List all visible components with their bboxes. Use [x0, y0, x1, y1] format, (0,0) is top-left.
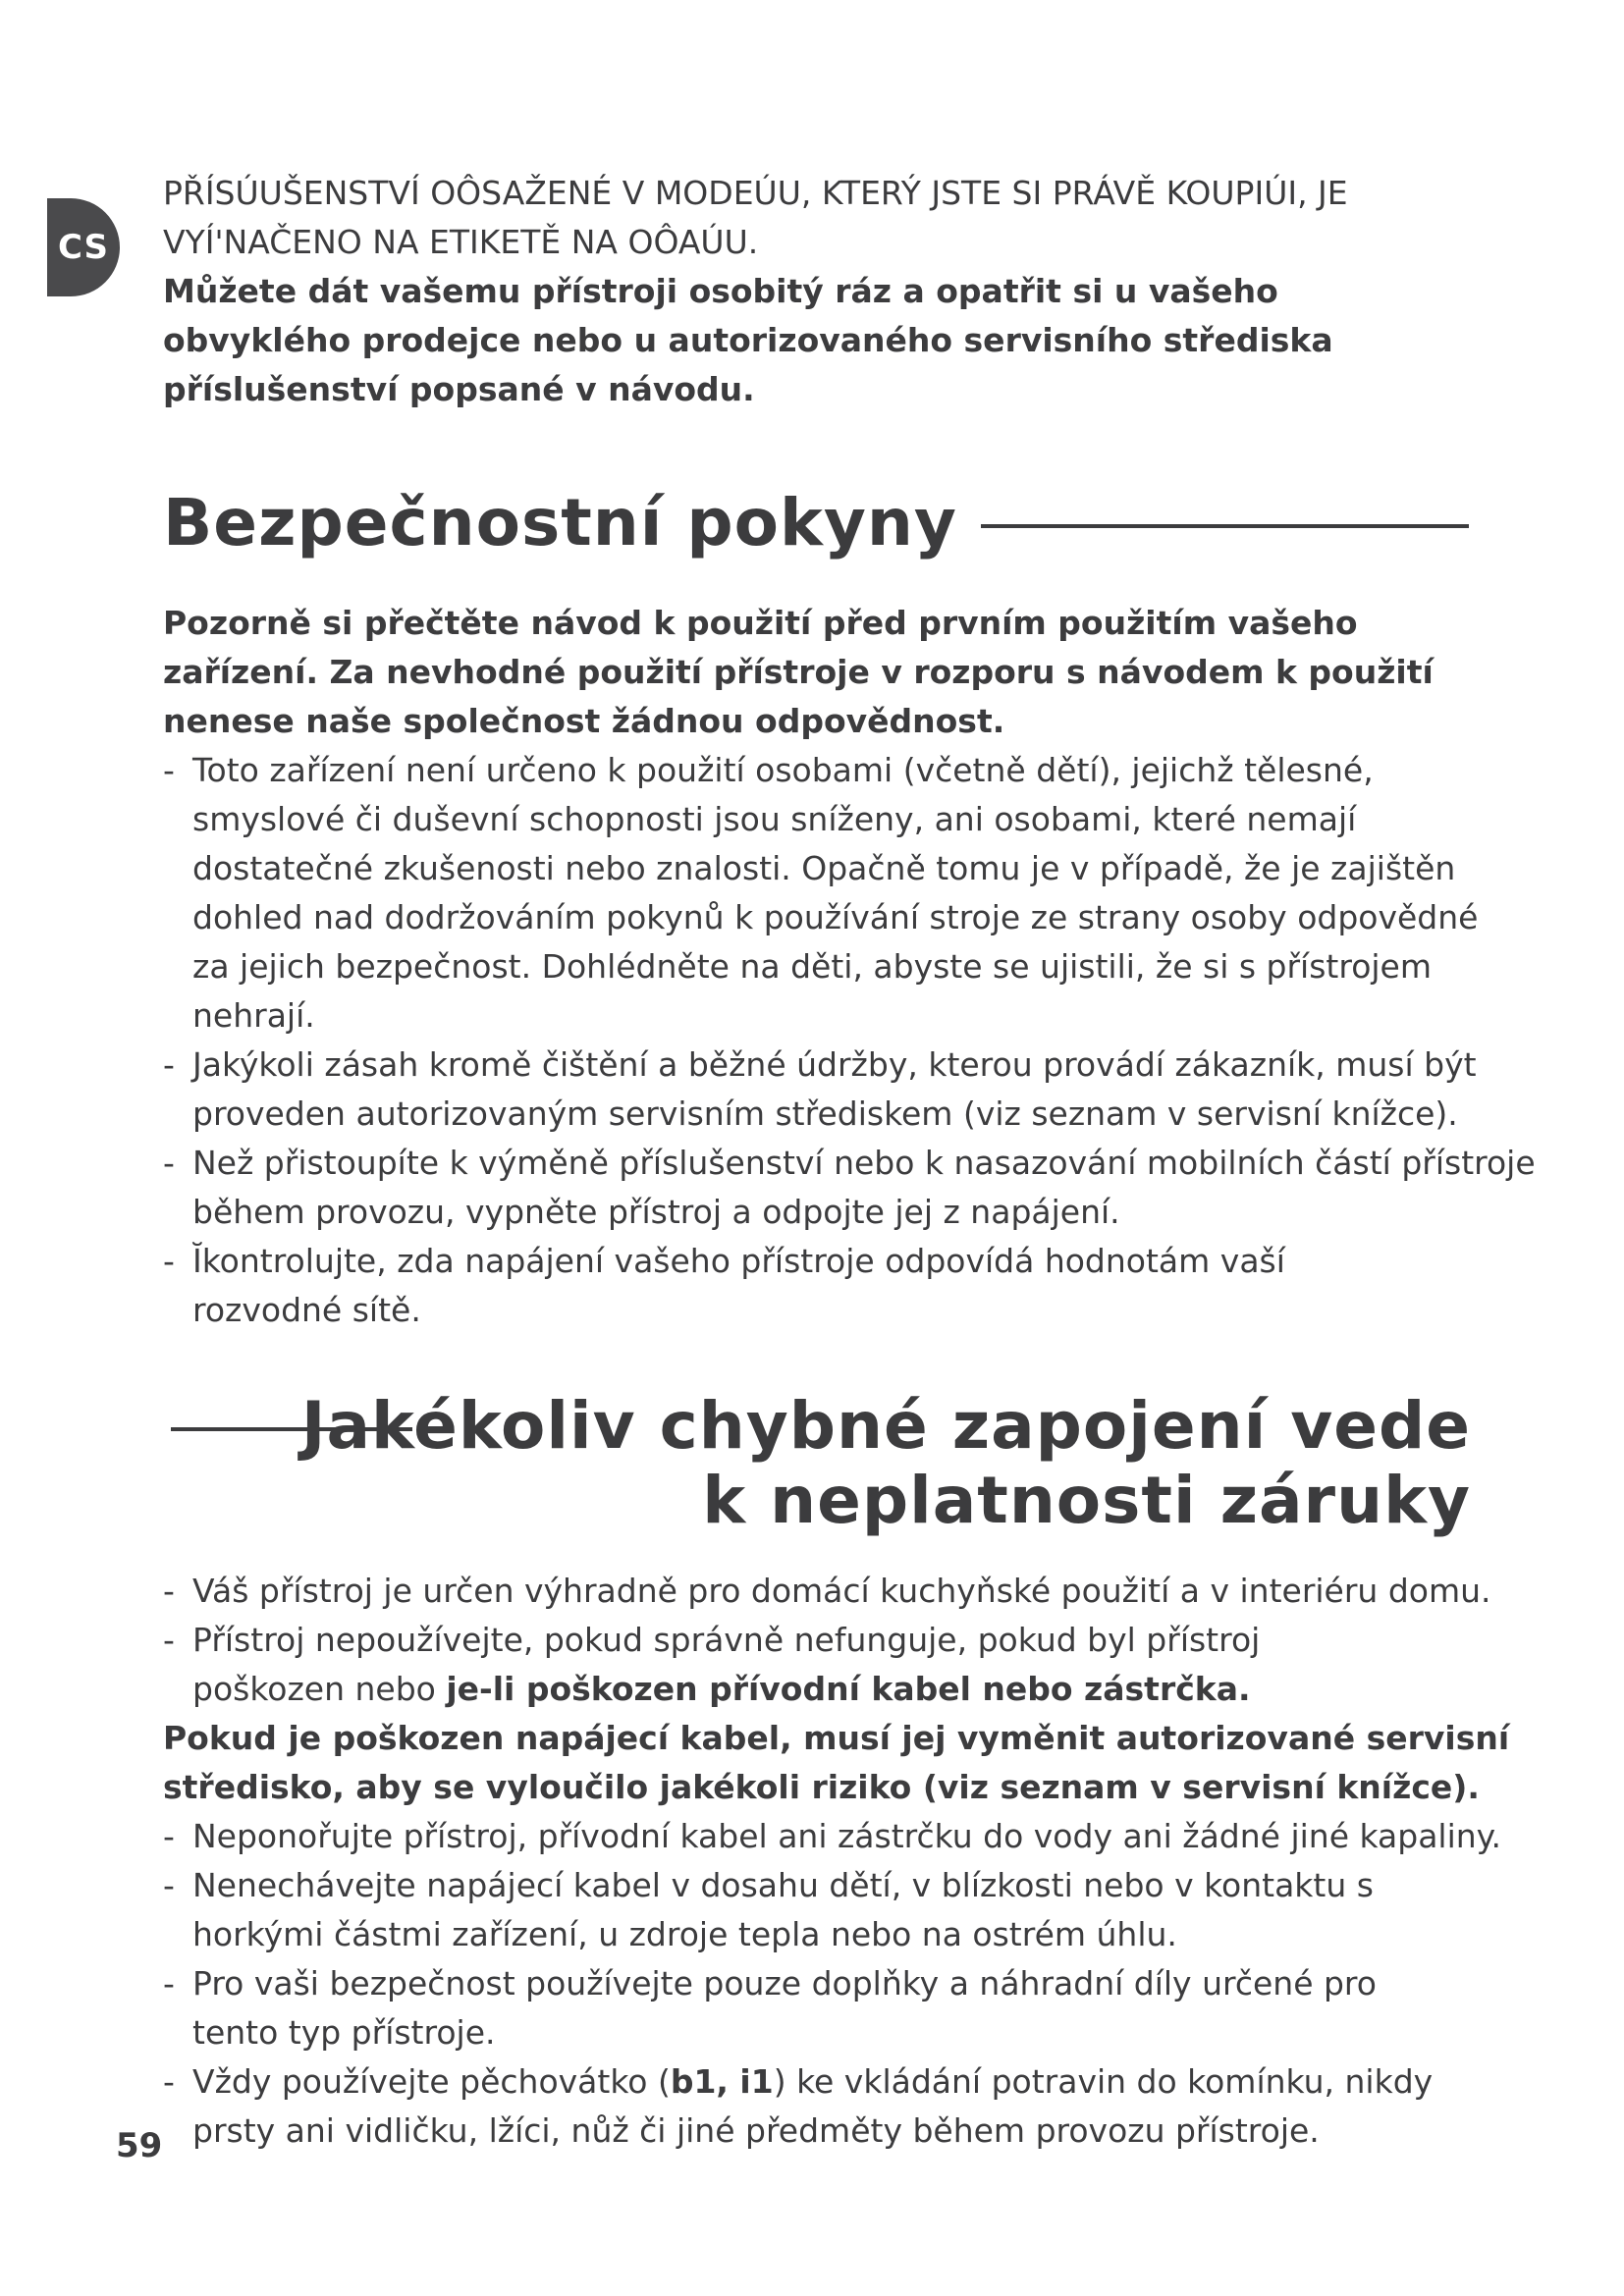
list-item: - Ĭkontrolujte, zda napájení vašeho přístroje odpovídá hodnotám vaší rozvodné sítě.: [163, 1242, 1285, 1329]
warranty-title-line-1: Jakékoliv chybné zapojení vede: [300, 1388, 1471, 1464]
list-item-text: Než přistoupíte k výměně příslušenství nebo k nasazování mobilních částí přístroje během provozu, vypněte přístroj a odpojte jej z napájení.: [192, 1144, 1536, 1231]
list-item-text: Ĭkontrolujte, zda napájení vašeho přístroje odpovídá hodnotám vaší rozvodné sítě.: [192, 1242, 1285, 1329]
warranty-heading: [163, 1378, 1471, 1545]
safety-intro: Pozorně si přečtěte návod k použití před prvním použitím vašeho zařízení. Za nevhodné použití přístroje v rozporu s návodem k použití nenese naše společnost žádnou odpovědnost.: [163, 604, 1434, 740]
accessories-caps-line-1: PŘÍSÚUŠENSTVÍ OÔSAŽENÉ V MODEÚU, KTERÝ JSTE SI PRÁVĚ KOUPIÚI, JE: [163, 174, 1348, 212]
accessories-note: [163, 169, 1577, 414]
accessories-caps-line-2: VYÍ'NAČENO NA ETIKETĚ NA OÔAÚU.: [163, 223, 759, 261]
list-item: - Vždy používejte pěchovátko (b1, i1) ke vkládání potravin do komínku, nikdy prsty ani vidličku, lžíci, nůž či jiné předměty během provozu přístroje.: [163, 2062, 1434, 2150]
safety-list: [163, 746, 1557, 1335]
list-item-text: Neponořujte přístroj, přívodní kabel ani zástrčku do vody ani žádné jiné kapaliny.: [192, 1817, 1501, 1855]
accessories-bold-text: Můžete dát vašemu přístroji osobitý ráz a opatřit si u vašeho obvyklého prodejce nebo u autorizovaného servisního střediska příslušenství popsané v návodu.: [163, 272, 1333, 408]
list-item: - Váš přístroj je určen výhradně pro domácí kuchyňské použití a v interiéru domu.: [163, 1572, 1491, 1610]
warranty-section: [163, 1567, 1577, 2156]
list-item-text: Nenechávejte napájecí kabel v dosahu dětí, v blízkosti nebo v kontaktu s horkými částmi zařízení, u zdroje tepla nebo na ostrém úhlu.: [192, 1866, 1374, 1953]
list-item-text: ) ke vkládání potravin do komínku, nikdy prsty ani vidličku, lžíci, nůž či jiné předměty během provozu přístroje.: [192, 2062, 1434, 2150]
list-item-text: Váš přístroj je určen výhradně pro domácí kuchyňské použití a v interiéru domu.: [192, 1572, 1491, 1610]
list-item-bold-text: je-li poškozen přívodní kabel nebo zástrčka.: [446, 1670, 1251, 1708]
list-item: - Než přistoupíte k výměně příslušenství nebo k nasazování mobilních částí přístroje během provozu, vypněte přístroj a odpojte jej z napájení.: [163, 1144, 1536, 1231]
warranty-list-2: [163, 1812, 1577, 2156]
list-item-text: Vždy používejte pěchovátko (: [192, 2062, 671, 2101]
list-item-text: Přístroj nepoužívejte, pokud správně nefunguje, pokud byl přístroj poškozen nebo: [192, 1621, 1261, 1708]
list-item: - Toto zařízení není určeno k použití osobami (včetně dětí), jejichž tělesné, smyslové či duševní schopnosti jsou sníženy, ani osobami, které nemají dostatečné zkušenosti nebo znalosti. Opačně tomu je v případě, že je zajištěn dohled nad dodržováním pokynů k používání stroje ze strany osoby odpovědné za jejich bezpečnost. Dohlédněte na děti, abyste se ujistili, že si s přístrojem nehrají.: [163, 751, 1479, 1035]
list-item: - Přístroj nepoužívejte, pokud správně nefunguje, pokud byl přístroj poškozen nebo je-li poškozen přívodní kabel nebo zástrčka.: [163, 1621, 1261, 1708]
list-item-text: Pro vaši bezpečnost používejte pouze doplňky a náhradní díly určené pro tento typ přístroje.: [192, 1964, 1377, 2052]
page-number: 59: [116, 2126, 163, 2165]
list-item: - Neponořujte přístroj, přívodní kabel ani zástrčku do vody ani žádné jiné kapaliny.: [163, 1817, 1501, 1855]
list-item: - Pro vaši bezpečnost používejte pouze doplňky a náhradní díly určené pro tento typ přístroje.: [163, 1964, 1377, 2052]
list-item-bold-text: b1, i1: [670, 2062, 774, 2101]
safety-title: Bezpečnostní pokyny: [163, 484, 957, 561]
list-item: - Nenechávejte napájecí kabel v dosahu dětí, v blízkosti nebo v kontaktu s horkými částmi zařízení, u zdroje tepla nebo na ostrém úhlu.: [163, 1866, 1374, 1953]
list-item: - Jakýkoli zásah kromě čištění a běžné údržby, kterou provádí zákazník, musí být proveden autorizovaným servisním střediskem (viz seznam v servisní knížce).: [163, 1045, 1477, 1133]
safety-heading-rule: [981, 524, 1469, 528]
page-content: [163, 169, 1577, 2156]
safety-section: [163, 599, 1557, 1335]
language-tab: CS: [47, 198, 120, 296]
safety-heading: [163, 463, 1469, 581]
warranty-title-line-2: k neplatnosti záruky: [702, 1463, 1471, 1538]
warranty-list-1: [163, 1567, 1577, 1714]
list-item-text: Toto zařízení není určeno k použití osobami (včetně dětí), jejichž tělesné, smyslové či duševní schopnosti jsou sníženy, ani osobami, které nemají dostatečné zkušenosti nebo znalosti. Opačně tomu je v případě, že je zajištěn dohled nad dodržováním pokynů k používání stroje ze strany osoby odpovědné za jejich bezpečnost. Dohlédněte na děti, abyste se ujistili, že si s přístrojem nehrají.: [192, 751, 1479, 1035]
list-item-text: Jakýkoli zásah kromě čištění a běžné údržby, kterou provádí zákazník, musí být proveden autorizovaným servisním střediskem (viz seznam v servisní knížce).: [192, 1045, 1477, 1133]
power-cable-warning: Pokud je poškozen napájecí kabel, musí jej vyměnit autorizované servisní středisko, aby se vyloučilo jakékoli riziko (viz seznam v servisní knížce).: [163, 1719, 1510, 1806]
